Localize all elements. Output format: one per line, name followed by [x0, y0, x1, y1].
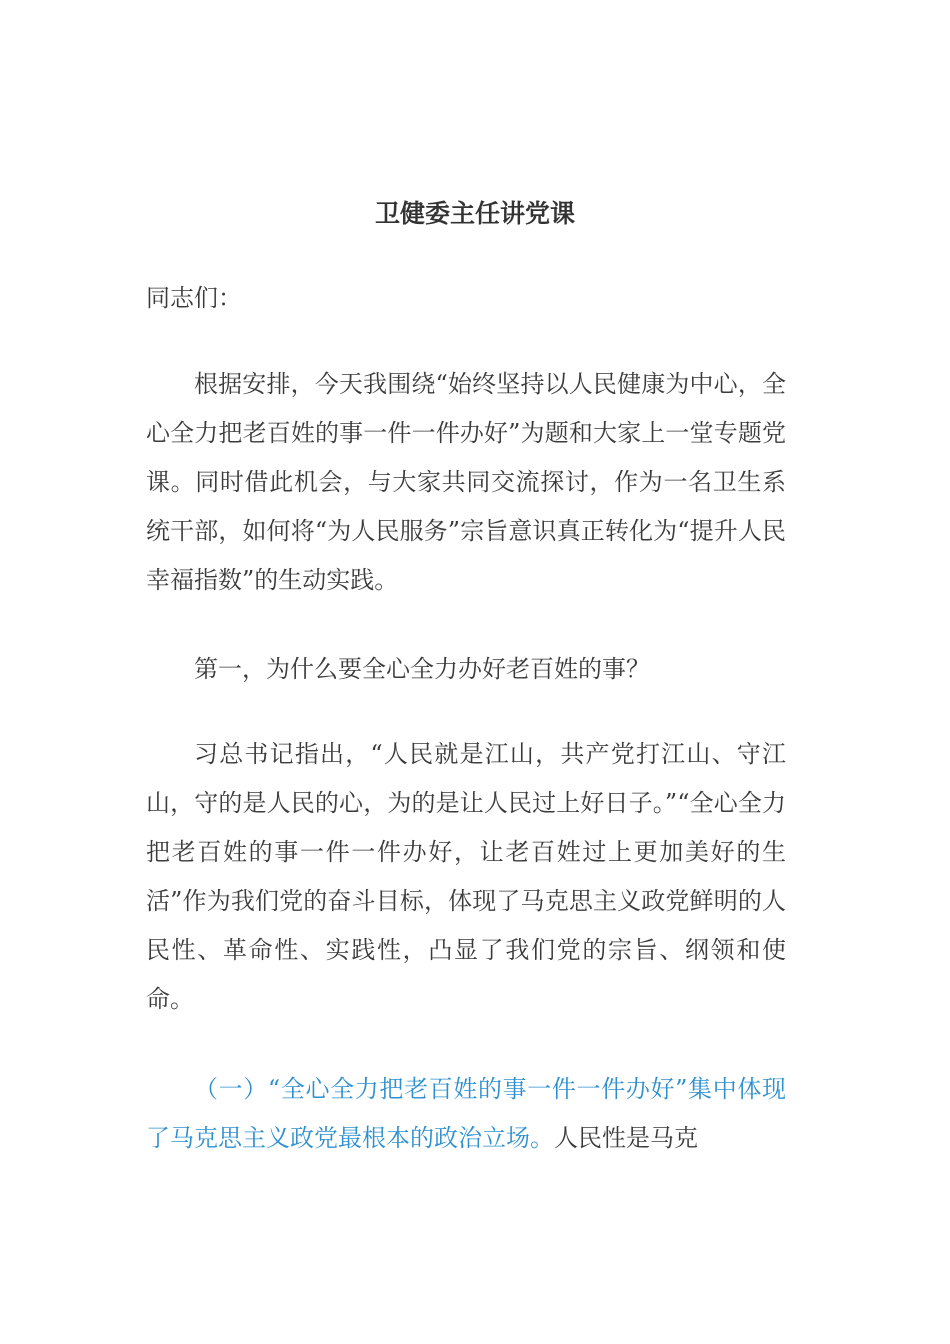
paragraph-1: 根据安排，今天我围绕“始终坚持以人民健康为中心，全心全力把老百姓的事一件一件办好”为题和大家上一堂专题党课。同时借此机会，与大家共同交流探讨，作为一名卫生系统干部，如何将“为人民服务”宗旨意识真正转化为“提升人民幸福指数”的生动实践。 — [146, 370, 786, 594]
document-title: 卫健委主任讲党课 — [374, 199, 575, 228]
paragraph-2-block — [146, 645, 786, 694]
greeting-block — [146, 274, 786, 323]
section-heading-1: 第一，为什么要全心全力办好老百姓的事？ — [194, 655, 650, 683]
paragraph-4 — [146, 1065, 786, 1163]
paragraph-1-block — [146, 360, 786, 605]
paragraph-3-block — [146, 730, 786, 1024]
subheading-highlight: （一）“全心全力把老百姓的事一件一件办好”集中体现了马克思主义政党最根本的政治立场。 — [146, 1075, 786, 1152]
paragraph-4-block — [146, 1065, 786, 1163]
greeting: 同志们： — [146, 284, 242, 312]
paragraph-3: 习总书记指出，“人民就是江山，共产党打江山、守江山，守的是人民的心，为的是让人民过上好日子。”“全心全力把老百姓的事一件一件办好，让老百姓过上更加美好的生活”作为我们党的奋斗目标，体现了马克思主义政党鲜明的人民性、革命性、实践性，凸显了我们党的宗旨、纲领和使命。 — [146, 740, 786, 1013]
paragraph-4-continuation: 人民性是马克 — [554, 1124, 698, 1152]
